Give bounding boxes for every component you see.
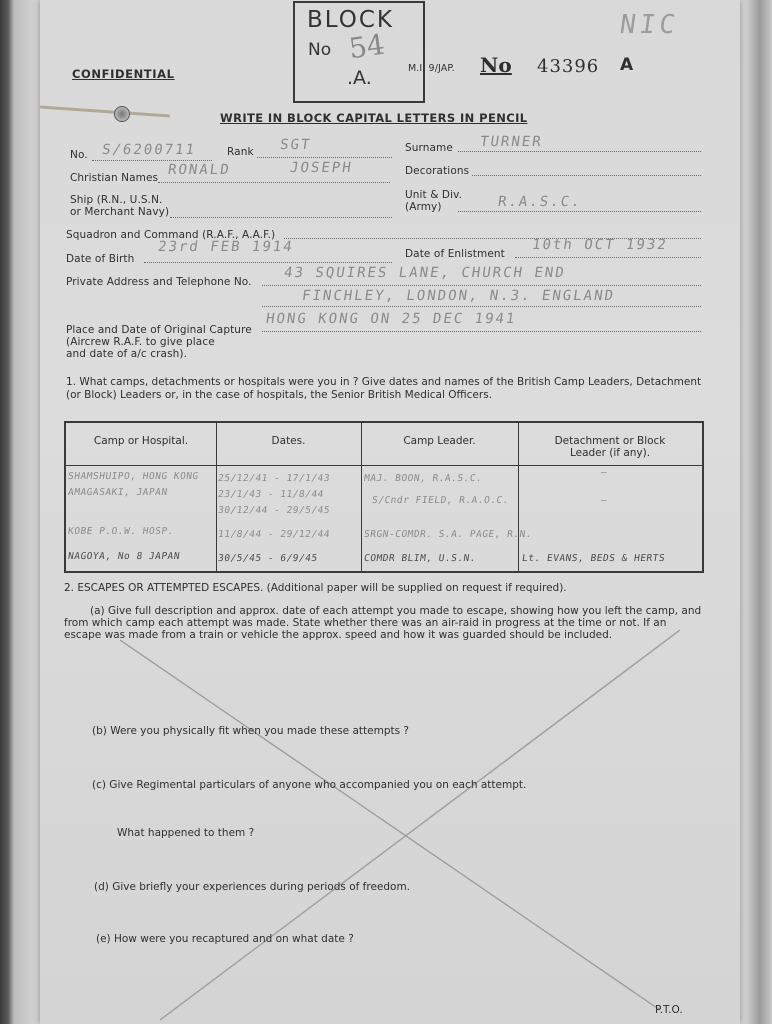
capture-value: HONG KONG ON 25 DEC 1941 <box>264 311 518 327</box>
table-row-4-leader: SRGN-COMDR. S.A. PAGE, R.N. <box>363 529 533 540</box>
camps-table <box>64 421 704 573</box>
christian-names-label: Christian Names <box>70 172 159 184</box>
confidential-heading: CONFIDENTIAL <box>72 67 175 81</box>
capture-label-line1: Place and Date of Original Capture <box>66 324 252 336</box>
mi-code: M.I. 9/JAP. <box>408 63 455 74</box>
rank-label: Rank <box>227 146 254 158</box>
document-number-label: No <box>480 53 512 77</box>
document-suffix: A <box>620 55 634 75</box>
ship-label-line2: or Merchant Navy) <box>70 206 170 218</box>
section1-question-line1: 1. What camps, detachments or hospitals were you in ? Give dates and names of the British Camp Leaders, Detachment <box>66 376 702 388</box>
table-header-camp-leader: Camp Leader. <box>403 435 476 447</box>
section2-title: 2. ESCAPES OR ATTEMPTED ESCAPES. (Additional paper will be supplied on request if required). <box>64 582 567 594</box>
no-label: No. <box>70 149 88 161</box>
table-row-2-dates: 23/1/43 - 11/8/44 <box>217 489 325 500</box>
surname-value: TURNER <box>478 134 544 150</box>
table-row-1-dates: 25/12/41 - 17/1/43 <box>217 473 331 484</box>
unit-label-line1: Unit & Div. <box>405 189 463 201</box>
ship-label-line1: Ship (R.N., U.S.N. <box>70 194 163 206</box>
handwritten-annotation: NIC <box>617 10 682 40</box>
capture-label-line2: (Aircrew R.A.F. to give place <box>66 336 215 348</box>
section1-question-line2: (or Block) Leaders or, in the case of hospitals, the Senior British Medical Officers. <box>66 389 493 401</box>
stamp-block-label: BLOCK <box>307 7 395 33</box>
block-stamp <box>293 1 425 103</box>
treasury-tag-string <box>40 105 170 117</box>
table-row-4-camp: KOBE P.O.W. HOSP. <box>67 526 175 537</box>
table-header-detachment: Detachment or Block <box>554 435 666 447</box>
enlistment-label: Date of Enlistment <box>405 248 505 260</box>
stamp-number: 54 <box>346 27 387 66</box>
address-line2: FINCHLEY, LONDON, N.3. ENGLAND <box>300 288 616 304</box>
dob-value: 23rd FEB 1914 <box>156 239 295 255</box>
table-row-5-camp: NAGOYA, No 8 JAPAN <box>67 551 181 562</box>
capture-label-line3: and date of a/c crash). <box>66 348 188 360</box>
table-row-4-dates: 11/8/44 - 29/12/44 <box>217 529 331 540</box>
section2-c2: What happened to them ? <box>117 827 255 839</box>
section2-a-line3: escape was made from a train or vehicle the approx. speed and how it was guarded should be included. <box>64 629 613 641</box>
surname-label: Surname <box>405 142 453 154</box>
table-row-1-camp: SHAMSHUIPO, HONG KONG <box>67 471 200 482</box>
table-row-2-leader: S/Cndr FIELD, R.A.O.C. <box>371 495 510 506</box>
cancel-cross-mark <box>100 620 700 1024</box>
pto-label: P.T.O. <box>655 1004 683 1016</box>
unit-value: R.A.S.C. <box>496 194 583 210</box>
dob-label: Date of Birth <box>66 253 135 265</box>
table-row-2-camp: AMAGASAKI, JAPAN <box>67 487 169 498</box>
squadron-label: Squadron and Command (R.A.F., A.A.F.) <box>66 229 276 241</box>
section2-c: (c) Give Regimental particulars of anyone who accompanied you on each attempt. <box>92 779 527 791</box>
table-row-1-detachment: — <box>600 467 609 478</box>
christian-name-first: RONALD <box>166 162 232 178</box>
form-page <box>40 0 740 1024</box>
table-row-5-leader: COMDR BLIM, U.S.N. <box>363 553 477 564</box>
table-header-detachment-line2: Leader (if any). <box>569 447 651 459</box>
document-number: 43396 <box>537 56 600 77</box>
unit-label-line2: (Army) <box>405 201 442 213</box>
table-row-5-detachment: Lt. EVANS, BEDS & HERTS <box>521 553 666 564</box>
stamp-no-label: No <box>308 40 332 60</box>
address-line1: 43 SQUIRES LANE, CHURCH END <box>282 265 567 281</box>
pencil-instruction: WRITE IN BLOCK CAPITAL LETTERS IN PENCIL <box>220 111 528 125</box>
service-number: S/6200711 <box>100 142 197 158</box>
stamp-letter: .A. <box>347 67 372 89</box>
section2-b: (b) Were you physically fit when you made these attempts ? <box>92 725 409 737</box>
table-row-2-detachment: — <box>600 495 609 506</box>
address-label: Private Address and Telephone No. <box>66 276 252 288</box>
section2-e: (e) How were you recaptured and on what date ? <box>96 933 354 945</box>
section2-a-line1: (a) Give full description and approx. date of each attempt you made to escape, showing how you left the camp, and <box>90 605 702 617</box>
christian-name-second: JOSEPH <box>288 160 354 176</box>
table-row-5-dates: 30/5/45 - 6/9/45 <box>217 553 319 564</box>
enlistment-value: 10th OCT 1932 <box>530 237 669 253</box>
decorations-label: Decorations <box>405 165 470 177</box>
section2-d: (d) Give briefly your experiences during periods of freedom. <box>94 881 411 893</box>
table-header-camp: Camp or Hospital. <box>93 435 189 447</box>
eyelet-icon <box>114 106 130 122</box>
section2-a-line2: from which camp each attempt was made. State whether there was an air-raid in progress at the time or not. If an <box>64 617 667 629</box>
table-header-dates: Dates. <box>271 435 306 447</box>
rank-value: SGT <box>278 137 313 153</box>
table-row-3-dates: 30/12/44 - 29/5/45 <box>217 505 331 516</box>
table-row-1-leader: MAJ. BOON, R.A.S.C. <box>363 473 483 484</box>
